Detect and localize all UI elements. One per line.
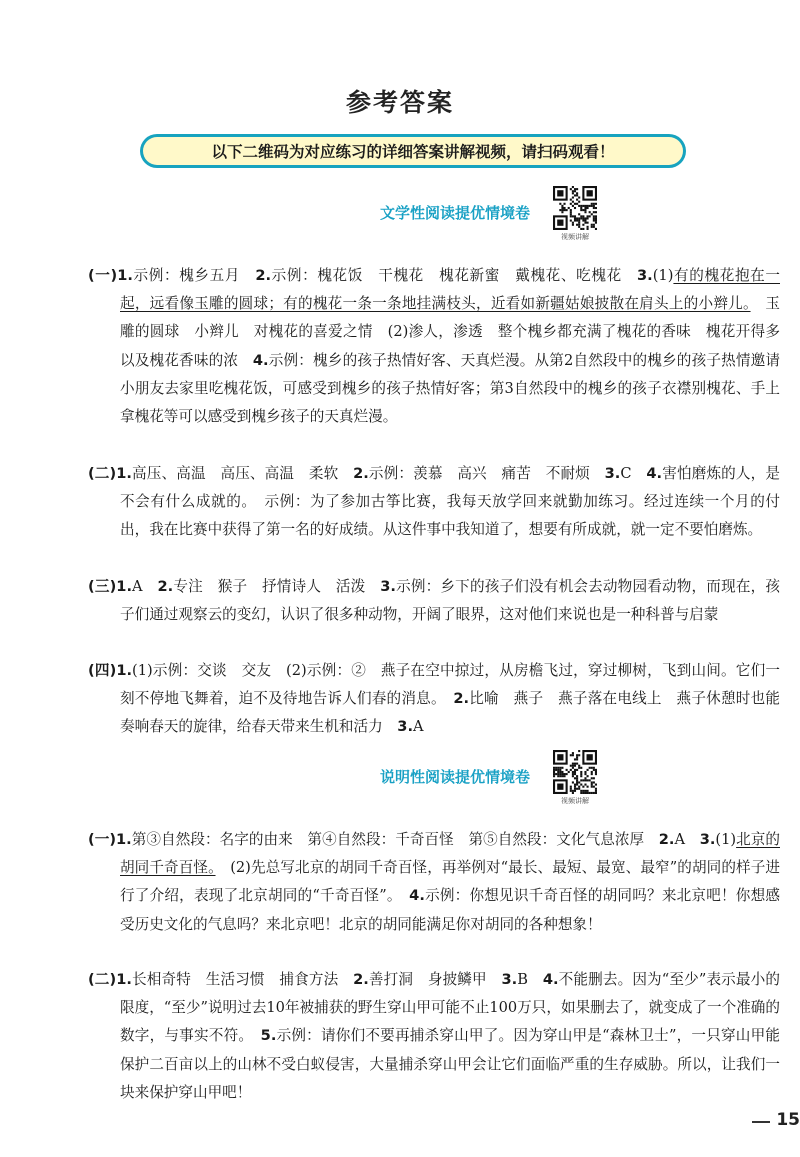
question-number: 2.	[157, 578, 174, 595]
answer-text: 玉雕的圆球 小辫儿 对槐花的喜爱之情 (2)渗人，渗透 整个槐乡都充满了槐花的香味 槐花开得多以及槐花香味的浓	[120, 295, 780, 369]
answer-item	[88, 460, 780, 545]
qr-caption: 视频讲解	[561, 797, 589, 805]
question-number: 1.	[116, 465, 132, 482]
question-number: 2.	[353, 465, 369, 482]
answer-text: C	[620, 465, 647, 482]
section-header-literary	[0, 186, 800, 246]
answer-text: (1)示例：交谈 交友 (2)示例：② 燕子在空中掠过，从房檐飞过，穿过柳树，飞到山间。它们一刻不停地飞舞着，迫不及待地告诉人们春的消息。	[120, 662, 780, 708]
question-number: 1.	[116, 662, 133, 679]
question-number: 1.	[116, 578, 132, 595]
question-number: 4.	[409, 887, 425, 905]
answer-text: A	[674, 831, 700, 848]
question-number: 3.	[699, 831, 716, 848]
answer-text: B	[517, 971, 543, 988]
answer-item	[88, 573, 780, 629]
page-title: 参考答案	[345, 88, 454, 117]
question-number: 3.	[604, 465, 621, 482]
qr-caption: 视频讲解	[561, 233, 589, 241]
answer-text: 长相奇特 生活习惯 捕食方法	[131, 971, 354, 988]
item-label: (一)	[88, 267, 118, 284]
underlined-answer: 有的槐花抱在一起，远看像玉雕的圆球；有的槐花一条一条地挂满枝头，近看如新疆姑娘披散在肩头上的小辫儿。	[120, 267, 780, 313]
item-label: (三)	[88, 578, 117, 595]
answer-text: 不能删去。因为“至少”表示最小的限度，“至少”说明过去10年被捕获的野生穿山甲可能不止100万只，如果删去了，就变成了一个准确的数字，与事实不符。	[120, 971, 780, 1045]
section-title: 文学性阅读提优情境卷	[379, 204, 530, 222]
item-label: (二)	[88, 465, 117, 482]
answer-item	[88, 826, 780, 939]
answer-item	[88, 262, 780, 431]
question-number: 2.	[255, 267, 272, 284]
question-number: 3.	[501, 971, 518, 988]
question-number: 4.	[542, 971, 559, 988]
banner-text: 以下二维码为对应练习的详细答案讲解视频，请扫码观看！	[143, 137, 683, 165]
answer-text: 高压、高温 高压、高温 柔软	[131, 465, 354, 482]
question-number: 2.	[658, 831, 675, 848]
item-label: (一)	[88, 831, 117, 848]
page-number-dash	[752, 1121, 770, 1123]
answer-item	[88, 657, 780, 742]
answer-text: 害怕磨炼的人，是不会有什么成就的。 示例：为了参加古筝比赛，我每天放学回来就勤加练习。经过连续一个月的付出，我在比赛中获得了第一名的好成绩。从这件事中我知道了，想要有所成就，就一定不要怕磨炼。	[120, 465, 780, 539]
answer-text: 示例：乡下的孩子们没有机会去动物园看动物，而现在，孩子们通过观察云的变幻，认识了很多种动物，开阔了眼界，这对他们来说也是一种科普与启蒙	[120, 578, 780, 624]
answer-text: 示例：你想见识千奇百怪的胡同吗？来北京吧！你想感受历史文化的气息吗？来北京吧！北京的胡同能满足你对胡同的各种想象！	[120, 887, 780, 933]
question-number: 1.	[116, 971, 132, 988]
qr-code-icon[interactable]	[553, 186, 597, 230]
qr-code-icon[interactable]	[553, 750, 597, 794]
answer-text: A	[132, 578, 158, 595]
answer-text: 示例：请你们不要再捕杀穿山甲了。因为穿山甲是“森林卫士”，一只穿山甲能保护二百亩以上的山林不受白蚁侵害，大量捕杀穿山甲会让它们面临严重的生存威胁。所以，让我们一块来保护穿山甲吧！	[120, 1027, 780, 1101]
question-number: 3.	[380, 578, 396, 595]
question-number: 4.	[646, 465, 663, 482]
question-number: 1.	[116, 831, 132, 848]
answer-item	[88, 966, 780, 1107]
answer-text: 示例：槐乡的孩子热情好客、天真烂漫。从第2自然段中的槐乡的孩子热情邀请小朋友去家里吃槐花饭，可感受到槐乡的孩子热情好客；第3自然段中的槐乡的孩子衣襟别槐花、手上拿槐花等可以感受到槐乡孩子的天真烂漫。	[120, 351, 780, 426]
answer-text: 示例：羡慕 高兴 痛苦 不耐烦	[368, 465, 605, 482]
question-number: 4.	[252, 351, 269, 369]
qr-instruction-banner	[140, 134, 686, 168]
answer-text: 第③自然段：名字的由来 第④自然段：千奇百怪 第⑤自然段：文化气息浓厚	[131, 831, 659, 848]
page-number: 15	[776, 1110, 800, 1130]
question-number: 2.	[453, 690, 470, 708]
question-number: 5.	[260, 1027, 277, 1045]
answer-text: 示例：槐乡五月	[132, 267, 256, 284]
question-number: 2.	[353, 971, 369, 988]
answer-text: 善打洞 身披鳞甲	[368, 971, 502, 988]
question-number: 3.	[397, 718, 413, 736]
item-label: (二)	[88, 971, 117, 988]
answer-text: 专注 猴子 抒情诗人 活泼	[173, 578, 381, 595]
underlined-answer: 北京的胡同千奇百怪。	[120, 831, 780, 877]
item-label: (四)	[88, 662, 117, 679]
answer-text: (2)先总写北京的胡同千奇百怪，再举例对“最长、最短、最宽、最窄”的胡同的样子进行了介绍，表现了北京胡同的“千奇百怪”。	[120, 859, 780, 905]
question-number: 3.	[637, 267, 653, 284]
answer-text: (1)	[652, 267, 674, 284]
question-number: 1.	[117, 267, 133, 284]
section-title: 说明性阅读提优情境卷	[379, 768, 530, 786]
answer-text: (1)	[715, 831, 737, 848]
answer-text: A	[413, 718, 424, 736]
answer-text: 比喻 燕子 燕子落在电线上 燕子休憩时也能奏响春天的旋律，给春天带来生机和活力	[120, 690, 780, 736]
answer-text: 示例：槐花饭 干槐花 槐花新蜜 戴槐花、吃槐花	[271, 267, 638, 284]
section-header-expository	[0, 750, 800, 810]
